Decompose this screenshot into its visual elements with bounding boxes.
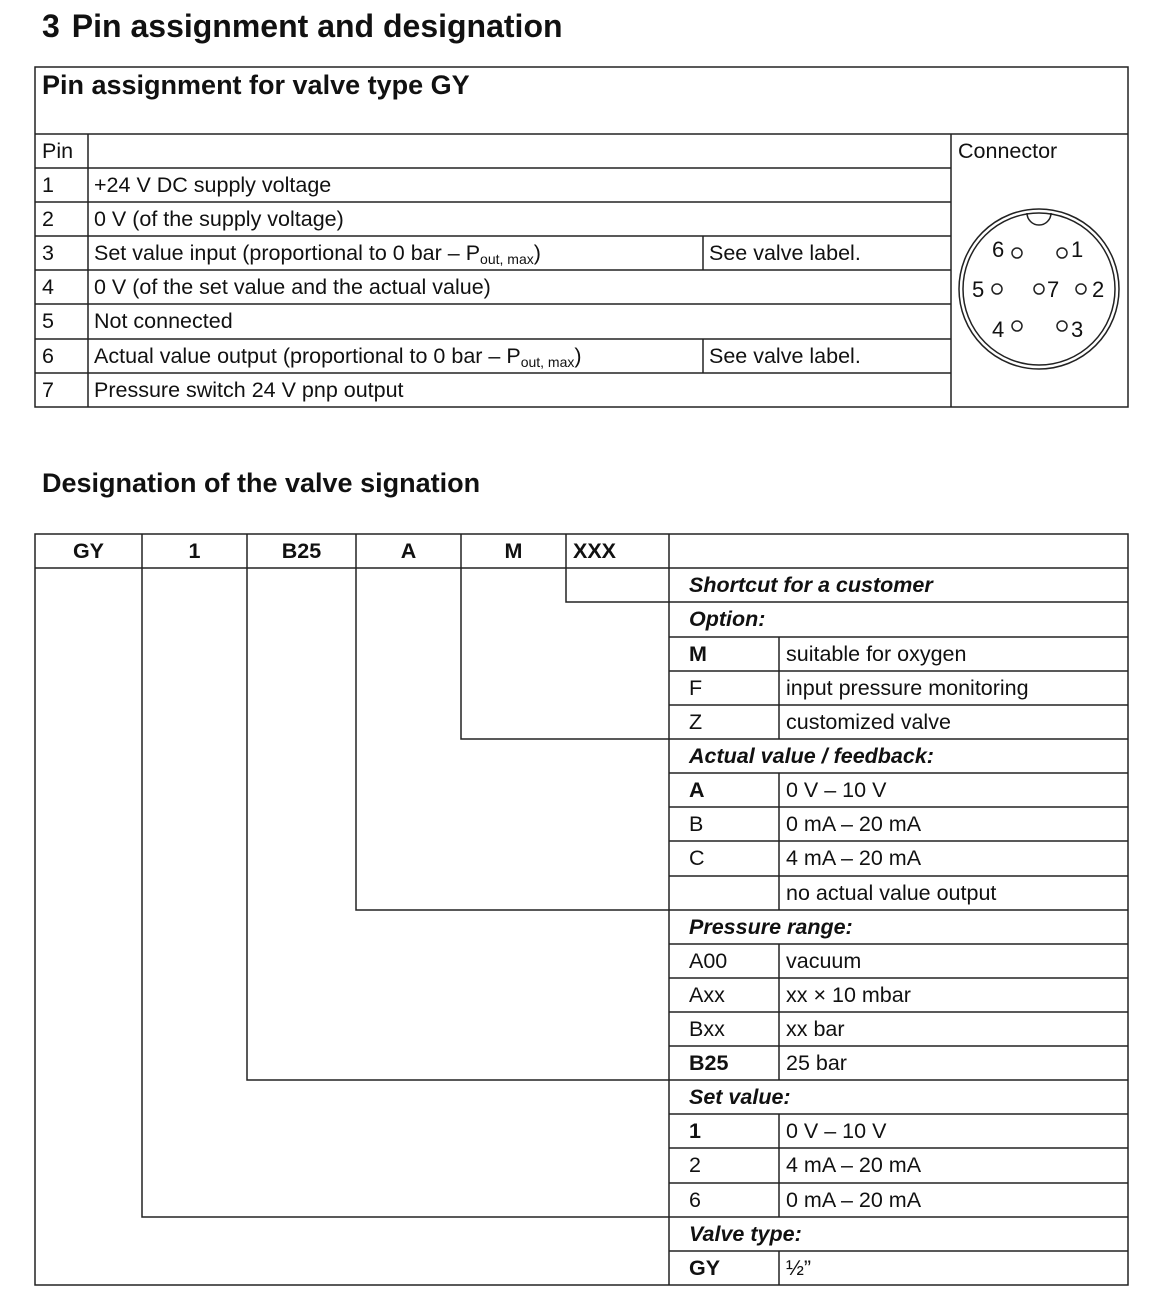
set-value-code: 6 <box>689 1188 701 1212</box>
customer-shortcut-label: Shortcut for a customer <box>689 573 933 597</box>
section-title: Pin assignment and designation <box>71 8 563 44</box>
pressure-range-code: B25 <box>689 1051 729 1075</box>
actual-value-code: B <box>689 812 704 836</box>
option-code: Z <box>689 710 703 734</box>
connector-pin-6-label: 6 <box>992 237 1005 262</box>
pin-number: 1 <box>42 173 54 197</box>
valve-type-code: GY <box>689 1256 721 1280</box>
set-value-desc: 4 mA – 20 mA <box>786 1153 922 1177</box>
section-number: 3 <box>42 8 60 44</box>
pin-number: 2 <box>42 207 54 231</box>
actual-value-desc: 4 mA – 20 mA <box>786 846 922 870</box>
pin-number: 7 <box>42 378 54 402</box>
pressure-range-desc: xx × 10 mbar <box>786 983 911 1007</box>
set-value-desc: 0 mA – 20 mA <box>786 1188 922 1212</box>
actual-value-section-title: Actual value / feedback: <box>689 744 934 768</box>
pin-number: 4 <box>42 275 54 299</box>
option-desc: customized valve <box>786 710 951 734</box>
pressure-range-desc: 25 bar <box>786 1051 847 1075</box>
pin-number: 6 <box>42 344 54 368</box>
connector-pin-5-label: 5 <box>972 277 985 302</box>
set-value-code: 2 <box>689 1153 701 1177</box>
pin-description: 0 V (of the set value and the actual value) <box>94 275 491 299</box>
code-part-pressure-range: B25 <box>281 539 322 563</box>
pin-header: Pin <box>42 139 74 163</box>
pin-number: 5 <box>42 309 54 333</box>
pressure-range-code: Axx <box>689 983 725 1007</box>
set-value-desc: 0 V – 10 V <box>786 1119 887 1143</box>
code-part-actual-value: A <box>400 539 417 563</box>
option-code: F <box>689 676 703 700</box>
connector-header: Connector <box>958 139 1058 163</box>
connector-pin-2-label: 2 <box>1092 277 1105 302</box>
pressure-range-code: Bxx <box>689 1017 725 1041</box>
actual-value-desc: no actual value output <box>786 881 997 905</box>
pin-description: +24 V DC supply voltage <box>94 173 332 197</box>
connector-pin-7-label: 7 <box>1047 277 1060 302</box>
pressure-range-desc: xx bar <box>786 1017 845 1041</box>
pin-description: Pressure switch 24 V pnp output <box>94 378 404 402</box>
pin-description: Set value input (proportional to 0 bar – $P_{out, max}$) <box>94 241 541 267</box>
code-part-option: M <box>504 539 523 563</box>
pressure-range-desc: vacuum <box>786 949 862 973</box>
code-part-valve-type: GY <box>72 539 105 563</box>
actual-value-code: C <box>689 846 705 870</box>
code-part-customer: XXX <box>573 539 617 563</box>
option-section-title: Option: <box>689 607 766 631</box>
actual-value-code: A <box>689 778 705 802</box>
option-desc: suitable for oxygen <box>786 642 967 666</box>
pin-note: See valve label. <box>709 241 861 265</box>
pin-note: See valve label. <box>709 344 861 368</box>
connector-pin-4-label: 4 <box>992 317 1005 342</box>
actual-value-desc: 0 V – 10 V <box>786 778 887 802</box>
pin-description: 0 V (of the supply voltage) <box>94 207 344 231</box>
pin-description: Actual value output (proportional to 0 bar – $P_{out, max}$) <box>94 344 582 370</box>
actual-value-desc: 0 mA – 20 mA <box>786 812 922 836</box>
pin-table-title: Pin assignment for valve type GY <box>42 70 470 100</box>
pressure-range-section-title: Pressure range: <box>689 915 853 939</box>
designation-title: Designation of the valve signation <box>42 468 481 498</box>
connector-pin-3-label: 3 <box>1071 317 1084 342</box>
set-value-section-title: Set value: <box>689 1085 791 1109</box>
pin-description: Not connected <box>94 309 233 333</box>
pressure-range-code: A00 <box>689 949 728 973</box>
connector-pin-1-label: 1 <box>1071 237 1084 262</box>
option-code: M <box>689 642 707 666</box>
valve-type-desc: ½” <box>786 1256 812 1280</box>
option-desc: input pressure monitoring <box>786 676 1029 700</box>
pin-number: 3 <box>42 241 54 265</box>
valve-type-section-title: Valve type: <box>689 1222 802 1246</box>
code-part-set-value: 1 <box>188 539 201 563</box>
set-value-code: 1 <box>689 1119 701 1143</box>
